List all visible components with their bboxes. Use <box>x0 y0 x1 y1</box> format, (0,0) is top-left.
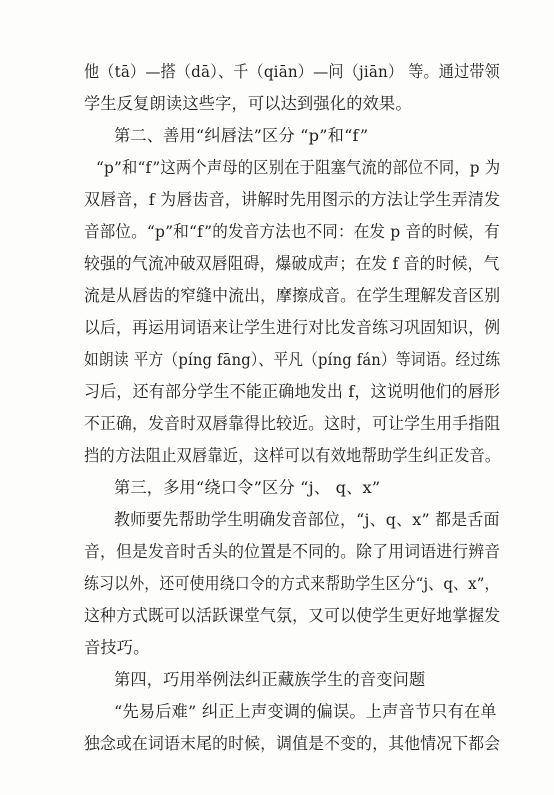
text-line-8: 流是从唇齿的窄缝中流出，摩擦成音。在学生理解发音区别 <box>84 286 501 305</box>
text-line-19: 音技巧。 <box>84 638 150 657</box>
text-line-9: 以后，再运用词语来让学生进行对比发音练习巩固知识，例 <box>84 318 501 337</box>
text-line-5: 双唇音，f 为唇齿音，讲解时先用图示的方法让学生弄清发 <box>84 190 501 209</box>
text-line-11: 习后，还有部分学生不能正确地发出 f，这说明他们的唇形 <box>84 382 501 401</box>
section-heading-2: 第二、善用“纠唇法”区分 “p”和“f” <box>114 126 369 145</box>
text-line-15: 教师要先帮助学生明确发音部位，“j、q、x” 都是舌面 <box>114 510 500 529</box>
text-line-13: 挡的方法阻止双唇靠近，这样可以有效地帮助学生纠正发音。 <box>84 446 501 465</box>
section-heading-3: 第三，多用“绕口令”区分 “j、 q、x” <box>114 478 381 497</box>
text-line-4: “p”和“f”这两个声母的区别在于阻塞气流的部位不同，p 为 <box>96 158 501 177</box>
text-line-21: “先易后难” 纠正上声变调的偏误。上声音节只有在单 <box>114 702 497 721</box>
text-line-22: 独念或在词语末尾的时候，调值是不变的，其他情况下都会 <box>84 734 501 753</box>
text-line-7: 较强的气流冲破双唇阻碍，爆破成声；在发 f 音的时候，气 <box>84 254 500 273</box>
text-line-2: 学生反复朗读这些字，可以达到强化的效果。 <box>84 94 412 113</box>
section-heading-4: 第四，巧用举例法纠正藏族学生的音变问题 <box>114 670 426 689</box>
text-line-18: 这种方式既可以活跃课堂气氛，又可以使学生更好地掌握发 <box>84 606 501 625</box>
text-line-17: 练习以外，还可使用绕口令的方式来帮助学生区分“j、q、x”， <box>84 574 500 593</box>
text-line-12: 不正确，发音时双唇靠得比较近。这时，可让学生用手指阻 <box>84 414 501 433</box>
text-line-1: 他（tā）—搭（dā）、千（qiān）—问（jiān） 等。通过带领 <box>84 62 500 81</box>
text-line-16: 音，但是发音时舌头的位置是不同的。除了用词语进行辨音 <box>84 542 501 561</box>
text-line-10: 如朗读 平方（píng fāng）、平凡（píng fán）等词语。经过练 <box>84 350 501 369</box>
text-line-6: 音部位。“p”和“f”的发音方法也不同：在发 p 音的时候，有 <box>84 222 500 241</box>
